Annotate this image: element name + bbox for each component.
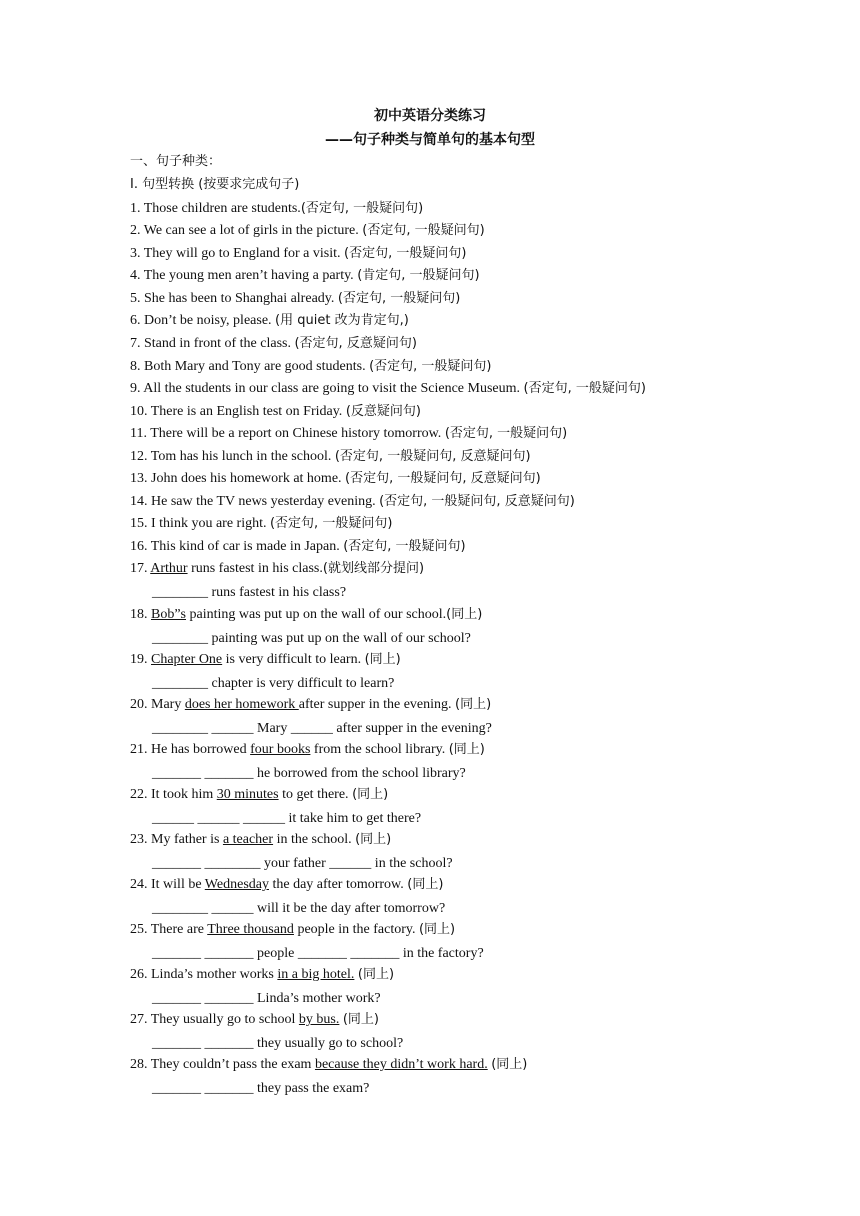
part-heading: Ⅰ. 句型转换 (按要求完成句子) xyxy=(130,177,300,192)
item-text: 14. He saw the TV news yesterday evening. xyxy=(130,494,380,509)
item-text: 6. Don’t be noisy, please. xyxy=(130,313,276,328)
page-subtitle: ——句子种类与简单句的基本句型 xyxy=(325,132,535,148)
answer-blank-line: _______ _______ he borrowed from the school library? xyxy=(152,766,466,781)
exercise-item-1 xyxy=(130,200,423,218)
exercise-item-26 xyxy=(130,966,394,984)
underlined-phrase: Arthur xyxy=(150,561,188,576)
answer-blank-line: ________ ______ will it be the day after tomorrow? xyxy=(152,901,446,916)
item-text: 16. This kind of car is made in Japan. xyxy=(130,539,344,554)
underlined-phrase: by bus. xyxy=(298,1012,340,1027)
item-text-rest: people in the factory. xyxy=(293,922,419,937)
exercise-item-4 xyxy=(130,267,480,285)
instruction-note: (否定句, 一般疑问句) xyxy=(369,359,492,374)
exercise-item-27 xyxy=(130,1011,379,1029)
exercise-item-3 xyxy=(130,245,466,263)
underlined-phrase: in a big hotel. xyxy=(277,967,355,982)
instruction-note: (用 quiet 改为肯定句,) xyxy=(275,313,409,328)
instruction-note: (同上) xyxy=(407,877,444,892)
item-text: 3. They will go to England for a visit. xyxy=(130,246,344,261)
item-text: 28. They couldn’t pass the exam xyxy=(130,1057,315,1072)
exercise-item-18 xyxy=(130,606,482,624)
item-text: 8. Both Mary and Tony are good students. xyxy=(130,359,370,374)
exercise-item-11 xyxy=(130,425,567,443)
item-text-rest: painting was put up on the wall of our school. xyxy=(186,607,447,622)
answer-blank-line: ________ runs fastest in his class? xyxy=(152,585,347,600)
exercise-item-13 xyxy=(130,470,541,488)
instruction-note: (同上) xyxy=(455,697,492,712)
answer-blank-line: _______ _______ they pass the exam? xyxy=(152,1081,370,1096)
underlined-phrase: because they didn’t work hard. xyxy=(314,1057,488,1072)
item-text-rest: from the school library. xyxy=(310,742,449,757)
instruction-note: (同上) xyxy=(448,742,485,757)
item-text: 21. He has borrowed xyxy=(130,742,251,757)
section-heading: 一、句子种类： xyxy=(130,154,222,169)
instruction-note: (同上) xyxy=(491,1057,528,1072)
instruction-note: (同上) xyxy=(357,967,395,982)
item-text: 20. Mary xyxy=(130,697,185,712)
underlined-phrase: Wednesday xyxy=(204,877,269,892)
exercise-item-20 xyxy=(130,696,491,714)
item-text: 2. We can see a lot of girls in the picture. xyxy=(130,223,363,238)
instruction-note: (否定句, 一般疑问句) xyxy=(300,201,424,216)
instruction-note: (同上) xyxy=(446,607,483,622)
instruction-note: (否定句, 一般疑问句, 反意疑问句) xyxy=(379,494,575,509)
item-text-rest: after supper in the evening. xyxy=(298,697,456,712)
exercise-item-22 xyxy=(130,786,388,804)
instruction-note: (就划线部分提问) xyxy=(322,561,425,576)
exercise-item-21 xyxy=(130,741,485,759)
item-text: 15. I think you are right. xyxy=(130,516,270,531)
item-text: 10. There is an English test on Friday. xyxy=(130,404,346,419)
item-text-rest: is very difficult to learn. xyxy=(222,652,365,667)
answer-blank-line: ________ chapter is very difficult to learn? xyxy=(152,676,395,691)
item-text: 11. There will be a report on Chinese history tomorrow. xyxy=(130,426,445,441)
exercise-item-7 xyxy=(130,335,417,353)
item-text-rest: the day after tomorrow. xyxy=(268,877,408,892)
instruction-note: (否定句, 一般疑问句) xyxy=(344,246,467,261)
instruction-note: (反意疑问句) xyxy=(345,404,421,419)
underlined-phrase: a teacher xyxy=(222,832,274,847)
answer-blank-line: _______ _______ Linda’s mother work? xyxy=(152,991,381,1006)
item-text: 18. xyxy=(130,607,151,622)
exercise-item-25 xyxy=(130,921,455,939)
underlined-phrase: Three thousand xyxy=(207,922,294,937)
item-text: 27. They usually go to school xyxy=(130,1012,299,1027)
item-text: 7. Stand in front of the class. xyxy=(130,336,295,351)
answer-blank-line: _______ _______ they usually go to school? xyxy=(152,1036,404,1051)
exercise-item-17 xyxy=(130,560,424,578)
instruction-note: (否定句, 反意疑问句) xyxy=(294,336,417,351)
answer-blank-line: _______ _______ people _______ _______ in the factory? xyxy=(152,946,484,961)
answer-blank-line: ______ ______ ______ it take him to get there? xyxy=(152,811,422,826)
underlined-phrase: Chapter One xyxy=(151,652,223,667)
item-text: 22. It took him xyxy=(130,787,217,802)
item-text: 17. xyxy=(130,561,151,576)
exercise-item-14 xyxy=(130,493,575,511)
underlined-phrase: 30 minutes xyxy=(216,787,279,802)
underlined-phrase: Bob”s xyxy=(151,607,186,622)
underlined-phrase: does her homework xyxy=(184,697,299,712)
instruction-note: (同上) xyxy=(342,1012,380,1027)
exercise-item-15 xyxy=(130,515,392,533)
item-text-rest: runs fastest in his class. xyxy=(187,561,323,576)
exercise-item-28 xyxy=(130,1056,527,1074)
exercise-item-8 xyxy=(130,358,492,376)
item-text-rest: to get there. xyxy=(278,787,353,802)
answer-blank-line: ________ ______ Mary ______ after supper in the evening? xyxy=(152,721,492,736)
answer-blank-line: _______ ________ your father ______ in the school? xyxy=(152,856,453,871)
item-text: 1. Those children are students. xyxy=(130,201,301,216)
exercise-item-16 xyxy=(130,538,466,556)
instruction-note: (否定句, 一般疑问句) xyxy=(444,426,568,441)
exercise-item-24 xyxy=(130,876,443,894)
exercise-item-23 xyxy=(130,831,391,849)
item-text: 19. xyxy=(130,652,151,667)
underlined-phrase: four books xyxy=(250,742,311,757)
instruction-note: (否定句, 一般疑问句, 反意疑问句) xyxy=(345,471,541,486)
exercise-item-12 xyxy=(130,448,531,466)
item-text: 26. Linda’s mother works xyxy=(130,967,278,982)
instruction-note: (同上) xyxy=(364,652,401,667)
instruction-note: (同上) xyxy=(418,922,456,937)
item-text-rest: in the school. xyxy=(273,832,356,847)
exercise-item-19 xyxy=(130,651,401,669)
instruction-note: (同上) xyxy=(352,787,389,802)
item-text: 13. John does his homework at home. xyxy=(130,471,346,486)
exercise-item-10 xyxy=(130,403,421,421)
exercise-item-2 xyxy=(130,222,485,240)
item-text: 12. Tom has his lunch in the school. xyxy=(130,449,335,464)
instruction-note: (否定句, 一般疑问句) xyxy=(337,291,461,306)
exercise-item-6 xyxy=(130,312,409,330)
answer-blank-line: ________ painting was put up on the wall of our school? xyxy=(152,631,471,646)
item-text: 23. My father is xyxy=(130,832,223,847)
item-text: 25. There are xyxy=(130,922,208,937)
item-text: 4. The young men aren’t having a party. xyxy=(130,268,358,283)
exercise-item-9 xyxy=(130,380,646,398)
instruction-note: (肯定句, 一般疑问句) xyxy=(357,268,480,283)
instruction-note: (否定句, 一般疑问句) xyxy=(362,223,485,238)
exercise-item-5 xyxy=(130,290,460,308)
instruction-note: (否定句, 一般疑问句, 反意疑问句) xyxy=(334,449,531,464)
item-text: 9. All the students in our class are going to visit the Science Museum. xyxy=(130,381,524,396)
instruction-note: (否定句, 一般疑问句) xyxy=(343,539,466,554)
instruction-note: (同上) xyxy=(355,832,392,847)
page-title: 初中英语分类练习 xyxy=(374,108,486,124)
item-text: 5. She has been to Shanghai already. xyxy=(130,291,338,306)
instruction-note: (否定句, 一般疑问句) xyxy=(269,516,393,531)
instruction-note: (否定句, 一般疑问句) xyxy=(523,381,646,396)
item-text: 24. It will be xyxy=(130,877,205,892)
